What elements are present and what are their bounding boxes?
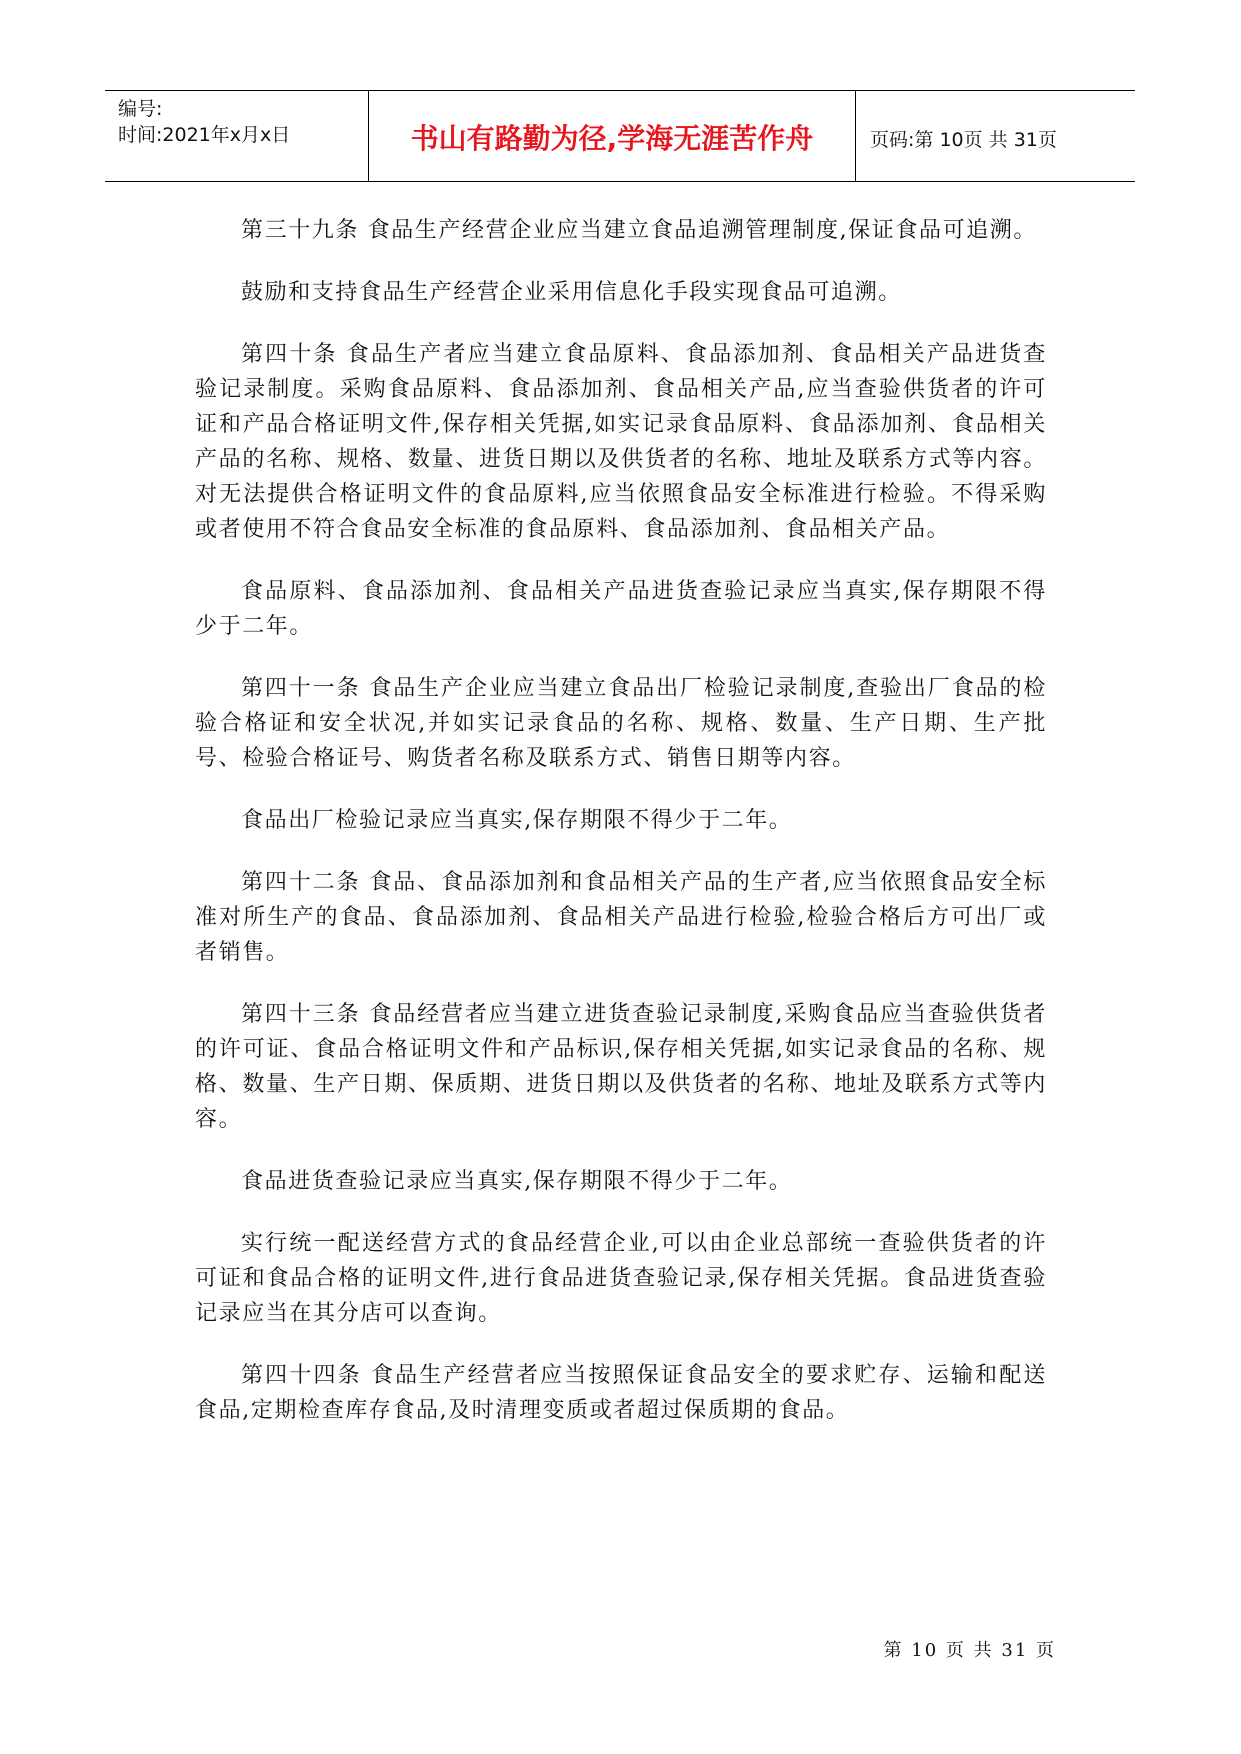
page-footer-number: 第 10 页 共 31 页	[883, 1640, 1056, 1661]
article-40-para-2: 食品原料、食品添加剂、食品相关产品进货查验记录应当真实,保存期限不得少于二年。	[195, 579, 1047, 639]
header-page-cell	[856, 91, 1135, 181]
article-39: 第三十九条 食品生产经营企业应当建立食品追溯管理制度,保证食品可追溯。	[241, 218, 1037, 243]
header-page-info: 页码:第 10页 共 31页	[870, 129, 1057, 151]
header-motto: 书山有路勤为径,学海无涯苦作舟	[410, 122, 814, 155]
article-40: 第四十条 食品生产者应当建立食品原料、食品添加剂、食品相关产品进货查验记录制度。采购食品原料、食品添加剂、食品相关产品,应当查验供货者的许可证和产品合格证明文件,保存相关凭据,如实记录食品原料、食品添加剂、食品相关产品的名称、规格、数量、进货日期以及供货者的名称、地址及联系方式等内容。对无法提供合格证明文件的食品原料,应当依照食品安全标准进行检验。不得采购或者使用不符合食品安全标准的食品原料、食品添加剂、食品相关产品。	[195, 342, 1047, 542]
header-meta-cell	[105, 91, 369, 181]
article-43-para-3: 实行统一配送经营方式的食品经营企业,可以由企业总部统一查验供货者的许可证和食品合格的证明文件,进行食品进货查验记录,保存相关凭据。食品进货查验记录应当在其分店可以查询。	[195, 1231, 1047, 1326]
time-label: 时间:2021年x月x日	[118, 124, 291, 146]
article-39-para-2: 鼓励和支持食品生产经营企业采用信息化手段实现食品可追溯。	[241, 280, 902, 305]
serial-number-label: 编号:	[118, 98, 163, 120]
article-44: 第四十四条 食品生产经营者应当按照保证食品安全的要求贮存、运输和配送食品,定期检查库存食品,及时清理变质或者超过保质期的食品。	[195, 1363, 1047, 1423]
article-43: 第四十三条 食品经营者应当建立进货查验记录制度,采购食品应当查验供货者的许可证、食品合格证明文件和产品标识,保存相关凭据,如实记录食品的名称、规格、数量、生产日期、保质期、进货日期以及供货者的名称、地址及联系方式等内容。	[195, 1002, 1047, 1132]
article-41-para-2: 食品出厂检验记录应当真实,保存期限不得少于二年。	[241, 808, 793, 833]
article-43-para-2: 食品进货查验记录应当真实,保存期限不得少于二年。	[241, 1169, 793, 1194]
article-41: 第四十一条 食品生产企业应当建立食品出厂检验记录制度,查验出厂食品的检验合格证和安全状况,并如实记录食品的名称、规格、数量、生产日期、生产批号、检验合格证号、购货者名称及联系方式、销售日期等内容。	[195, 676, 1047, 771]
article-42: 第四十二条 食品、食品添加剂和食品相关产品的生产者,应当依照食品安全标准对所生产的食品、食品添加剂、食品相关产品进行检验,检验合格后方可出厂或者销售。	[195, 870, 1047, 965]
header-motto-cell	[369, 91, 856, 181]
document-body	[195, 213, 1047, 1455]
page-header	[105, 90, 1135, 182]
